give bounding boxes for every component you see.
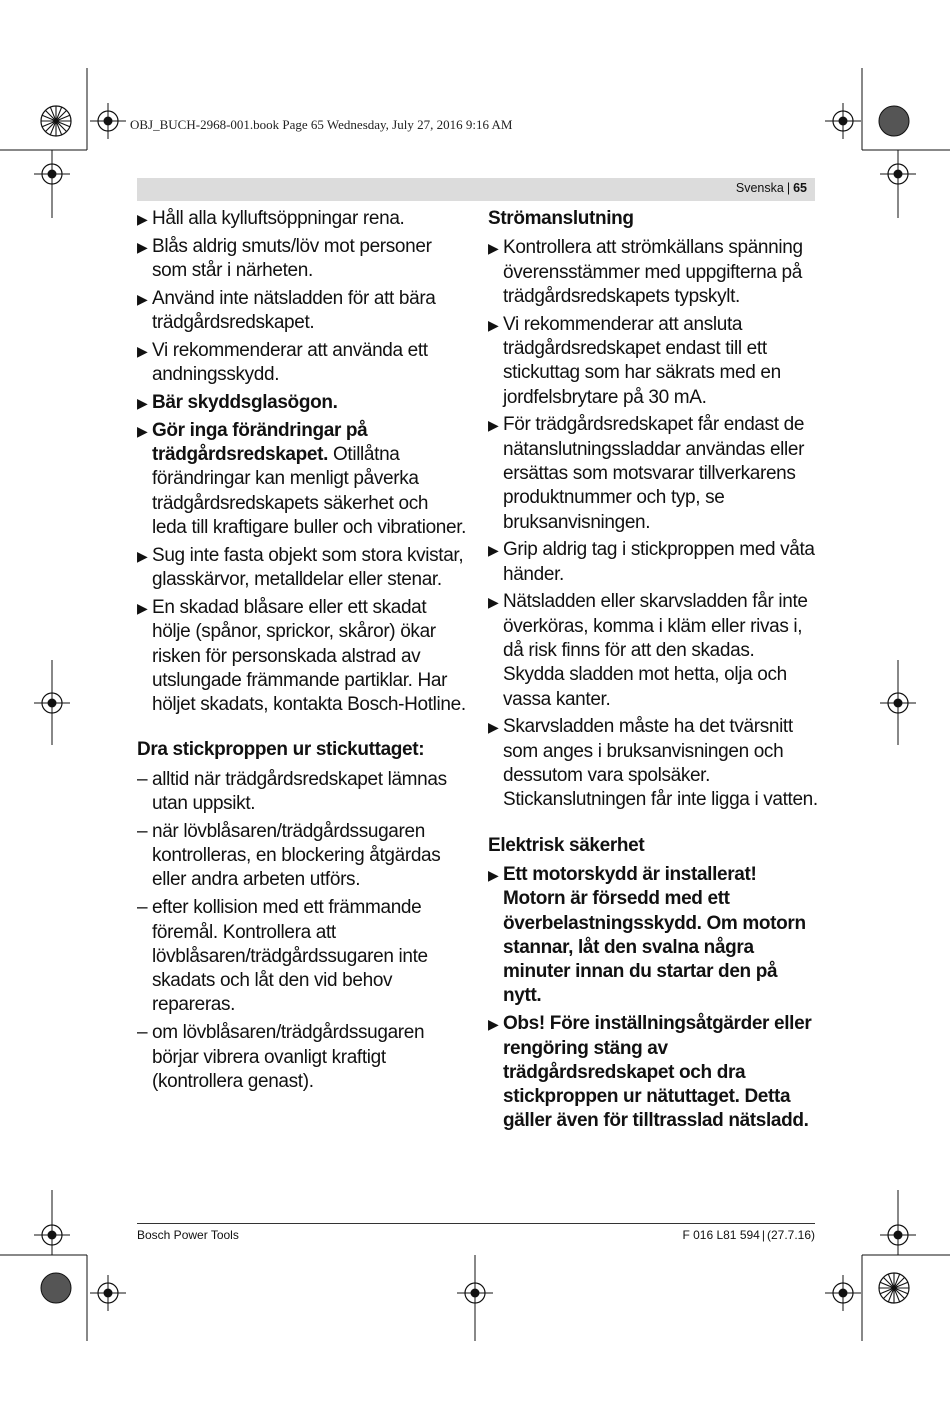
section-heading-plug: Dra stickproppen ur stickuttaget: [137, 739, 425, 761]
list-item: ▶ Kontrollera att strömkällans spänning överensstämmer med uppgifterna på trädgårdsredskapets typskylt. [488, 237, 803, 307]
list-item: – om lövblåsaren/trädgårdssugaren börjar vibrera ovanligt kraftigt (kontrollera genast). [137, 1022, 425, 1092]
triangle-bullet-icon: ▶ [137, 395, 148, 412]
list-item: ▶ Nätsladden eller skarvsladden får inte överköras, komma i kläm eller rivas i, då risk finns för att den skadas. Skydda sladden mot hetta, olja och vassa kanter. [488, 591, 808, 710]
dash-bullet-icon: – [137, 1022, 148, 1044]
header-language: Svenska [735, 181, 784, 195]
footer-doc-info [682, 1228, 815, 1242]
footer-rule [137, 1223, 815, 1224]
triangle-bullet-icon: ▶ [488, 316, 499, 333]
triangle-bullet-icon: ▶ [488, 594, 499, 611]
list-item: ▶ Håll alla kylluftsöppningar rena. [137, 207, 467, 231]
right-column [488, 207, 818, 1137]
triangle-bullet-icon: ▶ [137, 547, 148, 564]
triangle-bullet-icon: ▶ [137, 211, 148, 227]
list-item: – när lövblåsaren/trädgårdssugaren kontrolleras, en blockering åtgärdas eller andra arbeten utförs. [137, 820, 441, 891]
triangle-bullet-icon: ▶ [488, 719, 499, 736]
triangle-bullet-icon: ▶ [488, 417, 499, 434]
triangle-bullet-icon: ▶ [488, 866, 499, 883]
footer-brand: Bosch Power Tools [137, 1228, 239, 1242]
header-separator: | [786, 181, 791, 195]
triangle-bullet-icon: ▶ [137, 290, 148, 307]
list-item: ▶ Använd inte nätsladden för att bära trädgårdsredskapet. [137, 287, 436, 334]
triangle-bullet-icon: ▶ [137, 238, 148, 255]
list-item: ▶ En skadad blåsare eller ett skadat hölje (spånor, sprickor, skåror) ökar risken för personskada alstrad av utslungade främmande partiklar. Har höljet skadats, kontakta Bosch-Hotline. [137, 596, 466, 716]
page-header [736, 181, 807, 195]
list-item: ▶ Obs! Före inställningsåtgärder eller rengöring stäng av trädgårdsredskapet och dra stickproppen ur nätuttaget. Detta gäller även för tilltrasslad nätsladd. [488, 1013, 812, 1132]
list-item: – alltid när trädgårdsredskapet lämnas utan uppsikt. [137, 768, 447, 815]
print-info-line: OBJ_BUCH-2968-001.book Page 65 Wednesday, July 27, 2016 9:16 AM [130, 117, 513, 132]
list-item: ▶ Vi rekommenderar att använda ett andningsskydd. [137, 339, 428, 386]
list-item: ▶ Vi rekommenderar att ansluta trädgårdsredskapet endast till ett stickuttag som har säkrats med en jordfelsbrytare på 30 mA. [488, 313, 781, 408]
list-item: ▶ Skarvsladden måste ha det tvärsnitt som anges i bruksanvisningen och dessutom vara spolsäker. Stickanslutningen får inte ligga i vatten. [488, 716, 818, 811]
list-item: ▶ För trädgårdsredskapet får endast de nätanslutningssladdar användas eller ersättas som motsvarar tillverkarens produktnummer och typ, se bruksanvisningen. [488, 414, 805, 533]
triangle-bullet-icon: ▶ [488, 1016, 499, 1033]
triangle-bullet-icon: ▶ [488, 542, 499, 559]
list-item: ▶ Ett motorskydd är installerat! Motorn är försedd med ett överbelastningsskydd. Om motorn stannar, låt den svalna några minuter innan du startar den på nytt. [488, 863, 806, 1007]
triangle-bullet-icon: ▶ [488, 240, 499, 257]
triangle-bullet-icon: ▶ [137, 342, 148, 359]
left-column [137, 207, 467, 1098]
list-item: ▶ Gör inga förändringar på trädgårdsredskapet. Otillåtna förändringar kan menligt påverka trädgårdsredskapets säkerhet och leda till kraftigare buller och vibrationer. [137, 419, 467, 539]
page-header-bar [137, 178, 815, 201]
list-item: ▶ Bär skyddsglasögon. [137, 391, 467, 415]
list-item: – efter kollision med ett främmande föremål. Kontrollera att lövblåsaren/trädgårdssugaren inte skadats och låt den vid behov repareras. [137, 897, 428, 1016]
page-number: 65 [793, 181, 807, 195]
list-item: ▶ Grip aldrig tag i stickproppen med våta händer. [488, 539, 815, 585]
section-heading-electric: Elektrisk säkerhet [488, 834, 645, 856]
dash-bullet-icon: – [137, 820, 148, 842]
dash-bullet-icon: – [137, 897, 148, 919]
doc-number: F 016 L81 594 [682, 1228, 760, 1242]
list-item: ▶ Blås aldrig smuts/löv mot personer som står i närheten. [137, 235, 432, 282]
triangle-bullet-icon: ▶ [137, 422, 148, 439]
footer-separator: | [761, 1228, 765, 1242]
doc-date: (27.7.16) [766, 1228, 815, 1242]
dash-bullet-icon: – [137, 768, 148, 790]
section-heading-power: Strömanslutning [488, 208, 634, 229]
triangle-bullet-icon: ▶ [137, 599, 148, 616]
list-item: ▶ Sug inte fasta objekt som stora kvistar, glasskärvor, metalldelar eller stenar. [137, 544, 464, 591]
